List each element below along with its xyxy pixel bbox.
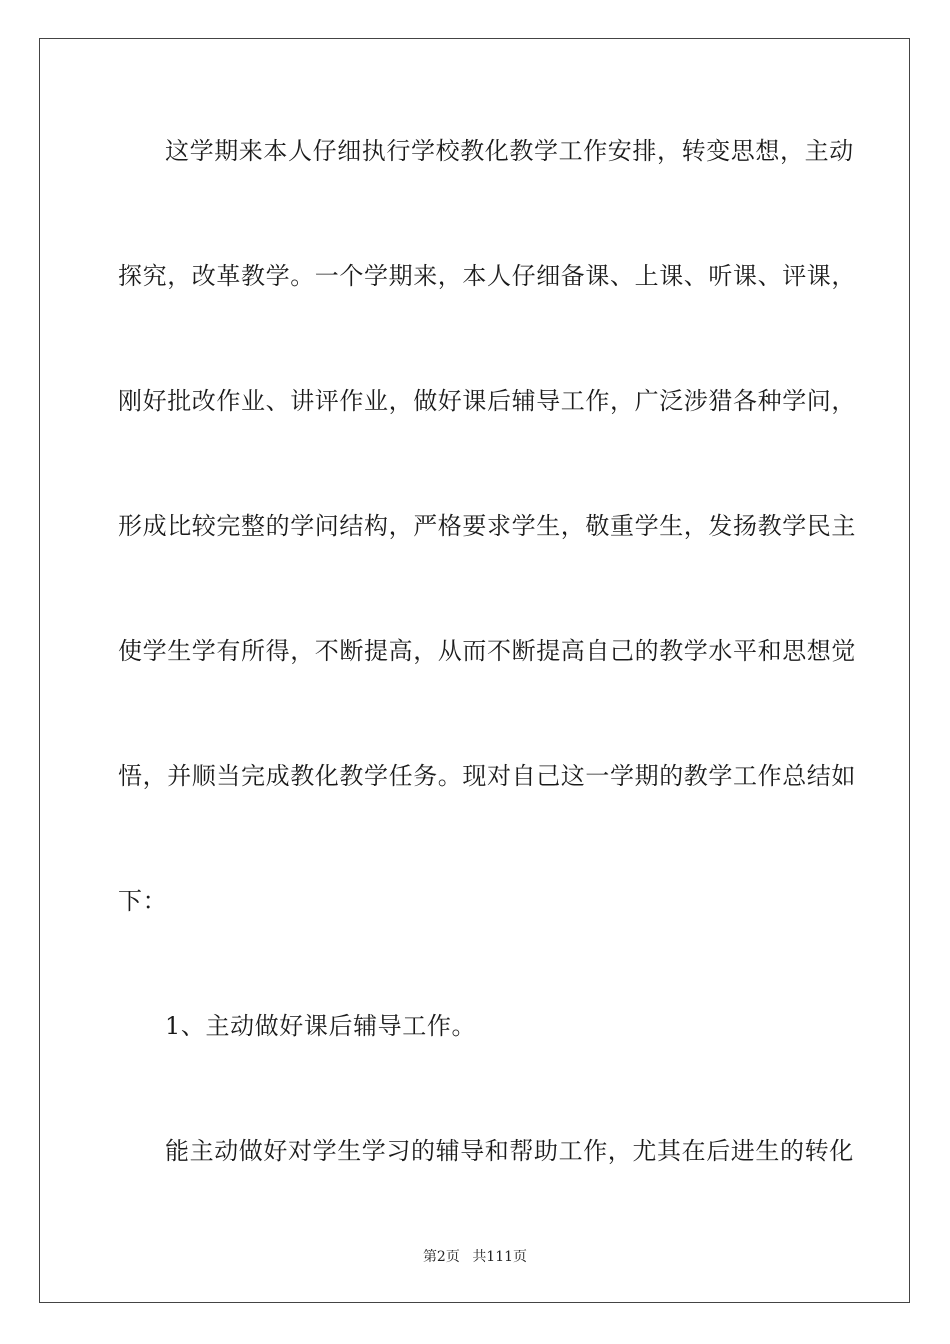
paragraph-line: 悟，并顺当完成教化教学任务。现对自己这一学期的教学工作总结如 bbox=[118, 762, 856, 790]
paragraph-line: 能主动做好对学生学习的辅导和帮助工作，尤其在后进生的转化 bbox=[165, 1137, 854, 1165]
paragraph-line: 下： bbox=[118, 887, 168, 915]
paragraph-line: 形成比较完整的学问结构，严格要求学生，敬重学生，发扬教学民主 bbox=[118, 512, 856, 540]
page-frame bbox=[39, 38, 910, 1303]
paragraph-line: 使学生学有所得，不断提高，从而不断提高自己的教学水平和思想觉 bbox=[118, 637, 856, 665]
paragraph-line: 刚好批改作业、讲评作业，做好课后辅导工作，广泛涉猎各种学问， bbox=[118, 387, 856, 415]
section-heading: 1、主动做好课后辅导工作。 bbox=[165, 1012, 477, 1040]
paragraph-line: 探究，改革教学。一个学期来，本人仔细备课、上课、听课、评课， bbox=[118, 262, 856, 290]
page-total: 共111页 bbox=[472, 1249, 528, 1265]
page-footer bbox=[0, 1246, 950, 1266]
paragraph-line: 这学期来本人仔细执行学校教化教学工作安排，转变思想，主动 bbox=[165, 137, 854, 165]
page-number: 第2页 bbox=[422, 1249, 460, 1265]
